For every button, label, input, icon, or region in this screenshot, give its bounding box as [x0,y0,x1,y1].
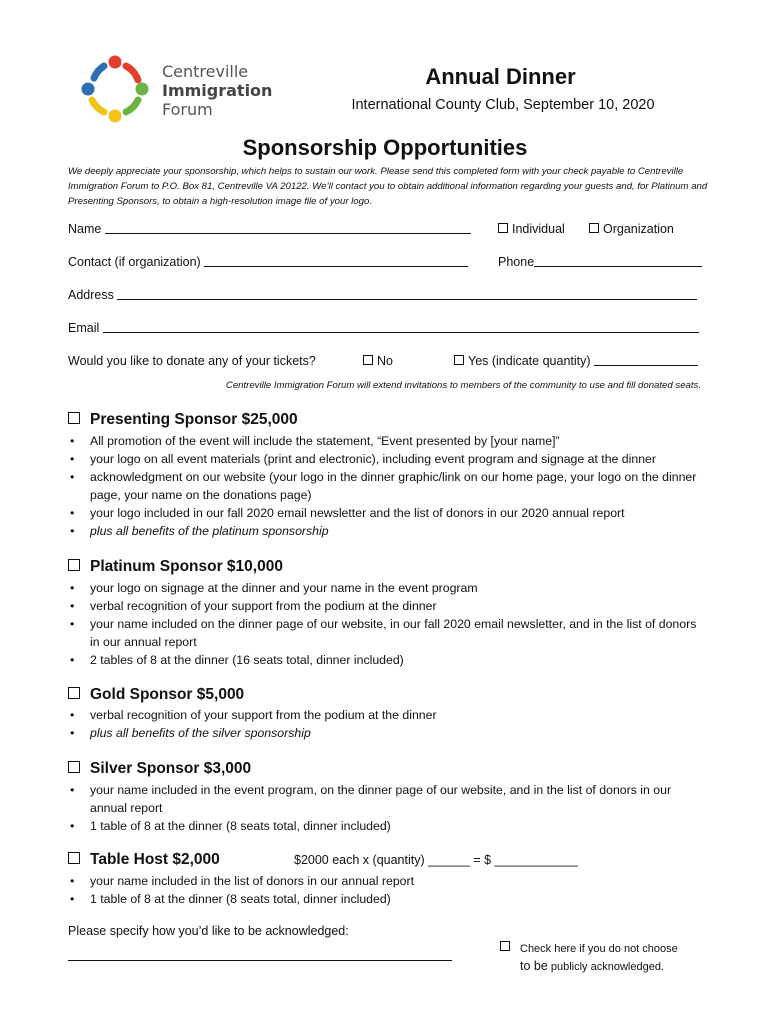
name-field[interactable] [105,222,471,234]
contact-field[interactable] [204,255,468,267]
phone-field[interactable] [534,255,702,267]
list-item: • 1 table of 8 at the dinner (8 seats total, dinner included) [68,890,708,908]
phone-label: Phone [498,255,535,269]
gold-list [68,706,708,742]
list-item: • plus all benefits of the silver sponsorship [68,724,708,742]
contact-row [68,255,468,269]
email-field[interactable] [103,321,699,333]
donate-yes-option[interactable] [454,354,698,368]
section-heading: Sponsorship Opportunities [242,135,528,160]
organization-label: Organization [603,222,674,236]
yes-quantity-field[interactable] [594,354,698,366]
acknowledge-label: Please specify how you’d like to be acknowledged: [68,924,349,938]
silver-checkbox[interactable] [68,761,80,773]
intro-paragraph: We deeply appreciate your sponsorship, which helps to sustain our work. Please send this completed form with your check payable to Centreville Immigration Forum to P.O. Box 81, Centreville VA 20122. We’ll contact you to obtain additional information regarding your guests and, for Platinum and Presenting Sponsors, to obtain a high-resolution image file of your logo. [68,166,708,207]
no-acknowledge-checkbox[interactable] [500,941,510,951]
list-item: • All promotion of the event will include the statement, “Event presented by [your name]” [68,432,708,450]
name-label: Name [68,222,102,236]
no-acknowledge-option[interactable] [500,941,514,954]
table-host-checkbox[interactable] [68,852,80,864]
donate-question: Would you like to donate any of your tickets? [68,354,316,368]
list-item: • your logo on all event materials (print and electronic), including event program and signage at the dinner [68,450,708,468]
individual-checkbox[interactable] [498,223,508,233]
platinum-checkbox[interactable] [68,559,80,571]
platinum-heading[interactable] [68,558,283,576]
no-acknowledge-rest: publicly acknowledged. [547,961,664,973]
silver-title: Silver Sponsor $3,000 [90,760,252,777]
list-item: • 1 table of 8 at the dinner (8 seats total, dinner included) [68,817,708,835]
organization-option[interactable] [589,222,674,236]
list-item: • acknowledgment on our website (your logo in the dinner graphic/link on our home page, your logo on the dinner page, your name on the donations page) [68,468,705,504]
list-item: • your name included in the list of donors in our annual report [68,872,708,890]
logo-line-1: Centreville [162,62,249,81]
presenting-checkbox[interactable] [68,412,80,424]
no-acknowledge-line-1: Check here if you do not choose [520,943,678,955]
no-label: No [377,354,393,368]
list-item: • verbal recognition of your support from the podium at the dinner [68,597,708,615]
presenting-list [68,432,708,540]
gold-heading[interactable] [68,686,244,704]
presenting-title: Presenting Sponsor $25,000 [90,411,298,428]
logo-text [162,62,272,119]
no-checkbox[interactable] [363,355,373,365]
organization-checkbox[interactable] [589,223,599,233]
address-field[interactable] [117,288,697,300]
table-host-title: Table Host $2,000 [90,851,220,868]
page-title: Annual Dinner [425,64,576,89]
donation-note: Centreville Immigration Forum will extend invitations to members of the community to use and fill donated seats. [225,380,701,391]
email-row [68,321,699,335]
gold-checkbox[interactable] [68,687,80,699]
page-subtitle: International County Club, September 10, 2020 [351,97,655,113]
contact-label: Contact (if organization) [68,255,201,269]
name-row [68,222,471,236]
platinum-list [68,579,708,669]
platinum-title: Platinum Sponsor $10,000 [90,558,283,575]
address-row [68,288,697,302]
individual-label: Individual [512,222,565,236]
yes-checkbox[interactable] [454,355,464,365]
list-item: • your name included on the dinner page of our website, in our fall 2020 email newsletter, and in the list of donors in our annual report [68,615,705,651]
no-acknowledge-text [520,941,678,976]
email-label: Email [68,321,100,335]
list-item: • 2 tables of 8 at the dinner (16 seats total, dinner included) [68,651,708,669]
logo-line-3: Forum [162,100,213,119]
silver-list [68,781,708,835]
phone-row [498,255,702,269]
yes-label: Yes (indicate quantity) [468,354,591,368]
list-item: • verbal recognition of your support from the podium at the dinner [68,706,708,724]
address-label: Address [68,288,114,302]
no-acknowledge-line-2 [520,958,678,976]
acknowledge-field[interactable] [68,960,452,961]
list-item: • your logo on signage at the dinner and your name in the event program [68,579,708,597]
individual-option[interactable] [498,222,565,236]
list-item: • your name included in the event program, on the dinner page of our website, and in the list of donors in our annual report [68,781,705,817]
logo-line-2: Immigration [162,81,273,100]
gold-title: Gold Sponsor $5,000 [90,686,245,703]
list-item: • plus all benefits of the platinum sponsorship [68,522,708,540]
donate-no-option[interactable] [363,354,393,368]
logo-mark-icon [80,54,150,124]
silver-heading[interactable] [68,760,251,778]
table-host-calc[interactable]: $2000 each x (quantity) ______ = $ ____________ [294,853,578,867]
presenting-heading[interactable] [68,411,298,429]
table-host-list [68,872,708,908]
no-acknowledge-to-be: to be [520,959,548,973]
table-host-heading[interactable] [68,851,220,869]
list-item: • your logo included in our fall 2020 email newsletter and the list of donors in our 2020 annual report [68,504,708,522]
